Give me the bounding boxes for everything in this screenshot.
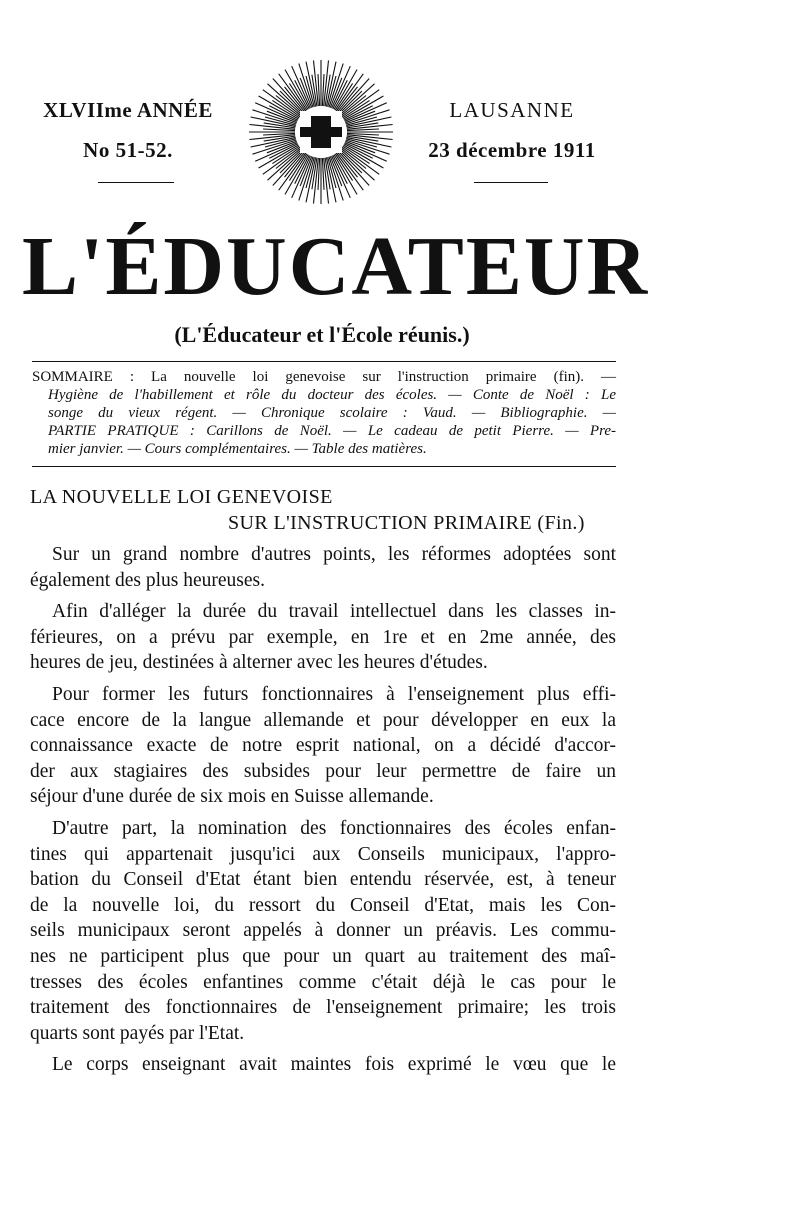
issue-info [28,98,228,163]
table-of-contents [32,368,616,458]
text-line: Sur un grand nombre d'autres points, les réformes adoptées sont [52,544,616,565]
text-line: heures de jeu, destinées à alterner avec les heures d'études. [30,652,488,674]
text-line: quarts sont payés par l'Etat. [30,1022,245,1044]
issue-place-date [402,98,622,163]
text-line: bation du Conseil d'Etat étant bien entendu réservée, est, à teneur [30,869,616,891]
sommaire-line: Hygiène de l'habillement et rôle du docteur des écoles. — Conte de Noël : Le [48,387,616,403]
text-line: seils municipaux seront appelés à donner un préavis. Les commu- [30,920,616,942]
masthead-title: L'ÉDUCATEUR [22,220,650,313]
volume-year: XLVIIme ANNÉE [43,98,213,122]
text-line: der aux stagiaires des subsides pour leur permettre de faire un [30,760,616,782]
text-line: D'autre part, la nomination des fonctionnaires des écoles enfan- [52,817,616,839]
text-line: nes ne participent plus que pour un quart au traitement des maî- [30,945,616,967]
issue-date: 23 décembre 1911 [428,138,596,162]
text-line: connaissance exacte de notre esprit national, on a décidé d'accor- [30,735,616,757]
text-line: Pour former les futurs fonctionnaires à l'enseignement plus effi- [52,683,616,705]
text-line: séjour d'une durée de six mois en Suisse allemande. [30,786,434,808]
text-line: également des plus heureuses. [30,569,266,591]
text-line: tresses des écoles enfantines comme c'était déjà le cas pour le [30,971,616,993]
article-body [30,542,616,1078]
text-line: cace encore de la langue allemande et pour développer en eux la [30,709,616,731]
swiss-cross-sunburst-icon [248,58,394,208]
text-line: tines qui appartenait jusqu'ici aux Conseils municipaux, l'appro- [30,843,616,865]
sommaire-bottom-rule [32,466,616,467]
sommaire-top-rule [32,361,616,362]
left-divider [98,182,174,183]
city: LAUSANNE [449,98,575,122]
sommaire-line: PARTIE PRATIQUE : Carillons de Noël. — Le cadeau de petit Pierre. — Pre- [48,423,616,439]
text-line: de la nouvelle loi, du ressort du Conseil d'Etat, mais les Con- [30,894,616,916]
text-line: traitement des fonctionnaires de l'enseignement primaire; les trois [30,997,616,1019]
text-line: Le corps enseignant avait maintes fois exprimé le vœu que le [52,1054,616,1076]
article-title-line2: SUR L'INSTRUCTION PRIMAIRE (Fin.) [228,512,585,534]
issue-number: No 51-52. [83,138,173,162]
sommaire-line: mier janvier. — Cours complémentaires. — Table des matières. [48,441,427,457]
text-line: férieures, on a prévu par exemple, en 1re et en 2me année, des [30,626,616,648]
masthead-subtitle: (L'Éducateur et l'École réunis.) [174,322,470,347]
article-title-line1: LA NOUVELLE LOI GENEVOISE [30,486,333,508]
sommaire-line: SOMMAIRE : La nouvelle loi genevoise sur l'instruction primaire (fin). — [32,369,616,385]
right-divider [474,182,548,183]
text-line: Afin d'alléger la durée du travail intellectuel dans les classes in- [52,601,616,623]
article-heading [30,484,630,536]
sommaire-line: songe du vieux régent. — Chronique scolaire : Vaud. — Bibliographie. — [48,405,616,421]
